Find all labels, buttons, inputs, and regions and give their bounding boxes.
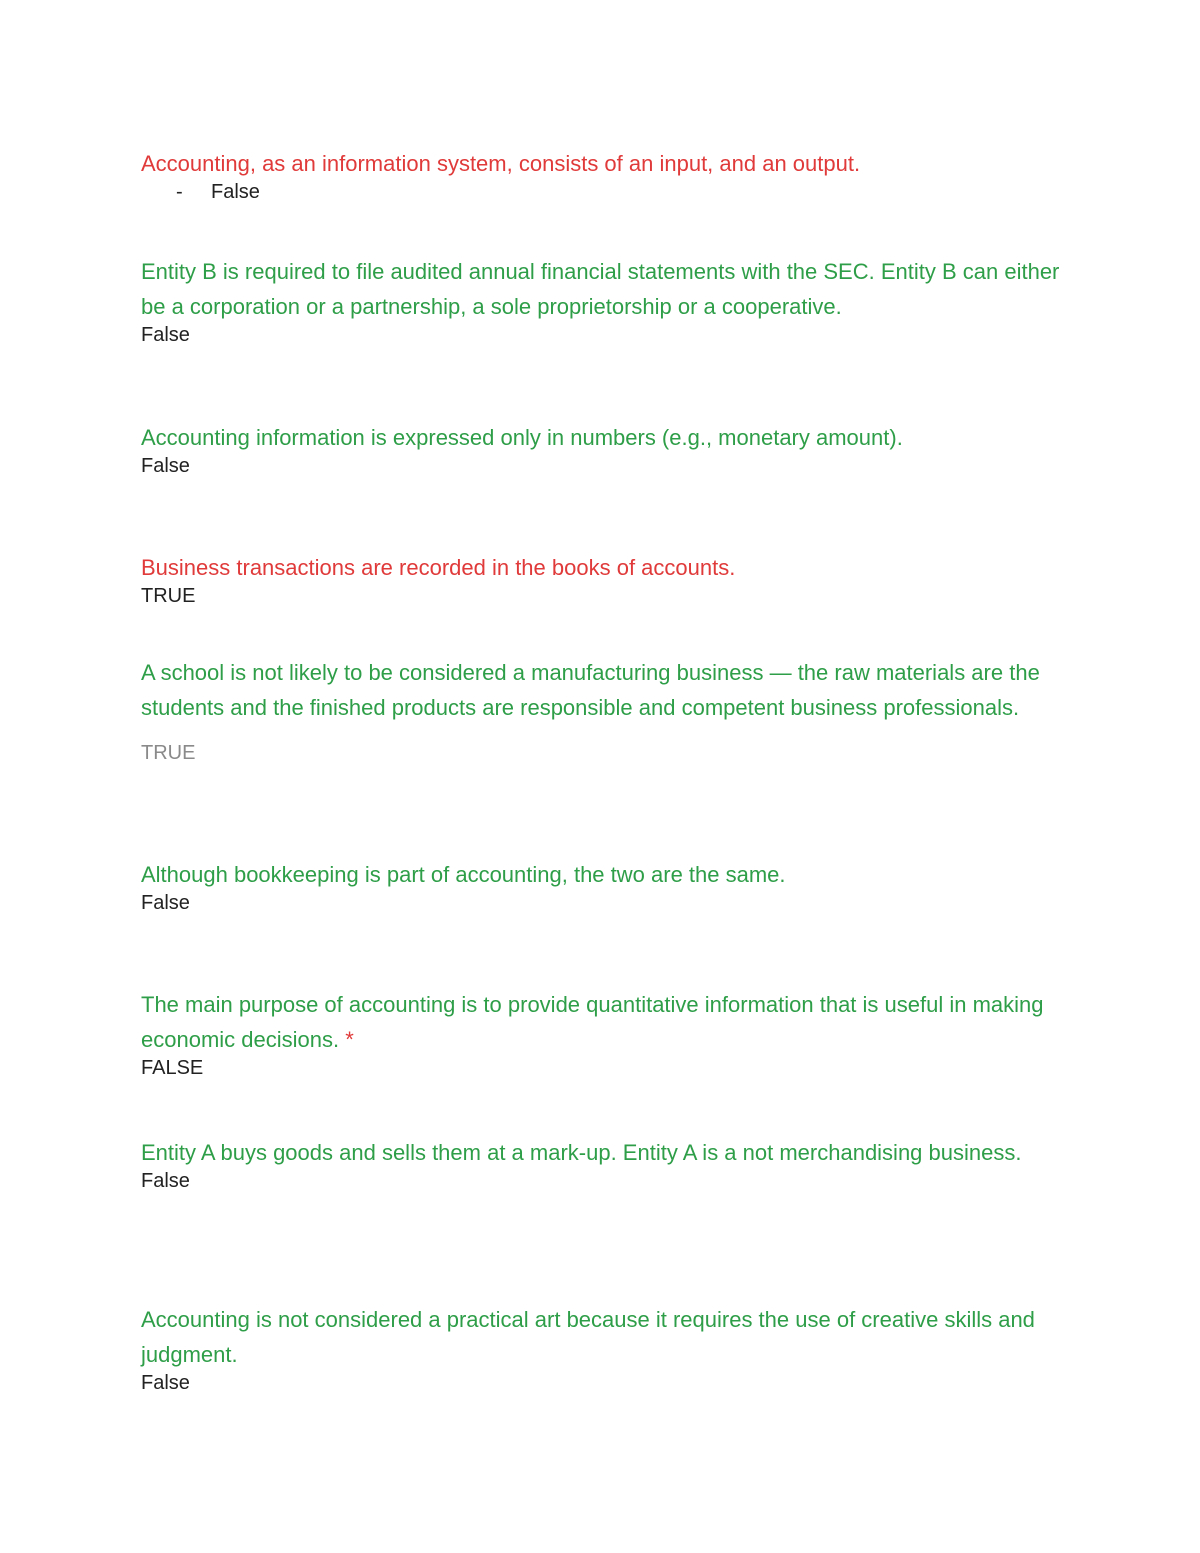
answer-text: FALSE (141, 1057, 204, 1079)
quiz-item-2 (141, 254, 1061, 347)
quiz-item-6 (141, 857, 1061, 915)
answer-text: False (141, 892, 190, 914)
quiz-item-1 (141, 146, 1061, 204)
required-asterisk: * (345, 1027, 354, 1052)
question-text: Business transactions are recorded in the books of accounts. (141, 555, 736, 580)
question-text: A school is not likely to be considered a manufacturing business — the raw materials are the students and the finished products are responsible and competent business professionals. (141, 660, 1040, 720)
answer-text: TRUE (141, 585, 196, 607)
quiz-item-3 (141, 420, 1061, 478)
question-text: Entity B is required to file audited annual financial statements with the SEC. Entity B can either be a corporation or a partnership, a sole proprietorship or a cooperative. (141, 259, 1060, 319)
answer-text: False (141, 455, 190, 477)
question-text: Accounting is not considered a practical art because it requires the use of creative skills and judgment. (141, 1307, 1035, 1367)
question-text (141, 987, 1061, 1057)
quiz-item-8 (141, 1135, 1061, 1193)
bullet-dash: - (176, 181, 183, 203)
question-text: Accounting, as an information system, consists of an input, and an output. (141, 151, 861, 176)
quiz-item-9 (141, 1302, 1061, 1395)
answer-text: False (211, 181, 260, 203)
answer-bullet-line (176, 181, 1061, 204)
answer-text: False (141, 1170, 190, 1192)
quiz-item-5 (141, 655, 1061, 765)
question-text: Although bookkeeping is part of accounting, the two are the same. (141, 862, 786, 887)
question-text: Entity A buys goods and sells them at a mark-up. Entity A is a not merchandising business. (141, 1140, 1022, 1165)
question-body: The main purpose of accounting is to provide quantitative information that is useful in making economic decisions. (141, 992, 1044, 1052)
answer-text: False (141, 324, 190, 346)
quiz-item-4 (141, 550, 1061, 608)
quiz-item-7 (141, 987, 1061, 1080)
answer-text: TRUE (141, 742, 196, 764)
question-text: Accounting information is expressed only in numbers (e.g., monetary amount). (141, 425, 903, 450)
answer-text: False (141, 1372, 190, 1394)
